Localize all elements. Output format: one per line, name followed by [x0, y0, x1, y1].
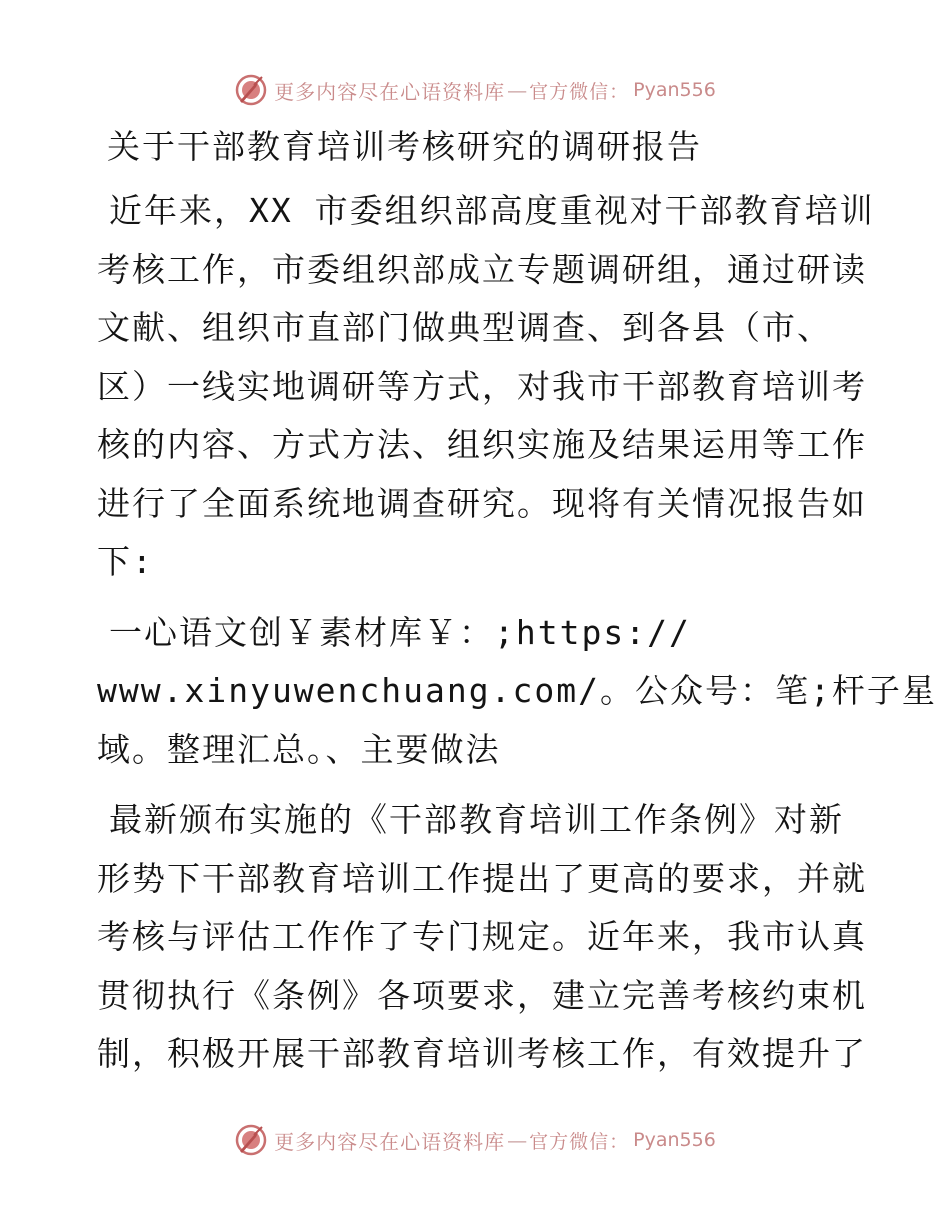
text-line: 考核工作，市委组织部成立专题调研组，通过研读	[97, 249, 867, 289]
text-line: 最新颁布实施的《干部教育培训工作条例》对新	[109, 800, 844, 839]
text-line: 一心语文创￥素材库￥：;https://	[109, 612, 691, 652]
watermark-dash: —	[507, 78, 528, 102]
paragraph-source-note	[97, 604, 937, 780]
document-title: 关于干部教育培训考核研究的调研报告	[107, 127, 702, 166]
paragraph-main-practice	[97, 791, 867, 1084]
text-line: 形势下干部教育培训工作提出了更高的要求，并就	[97, 858, 867, 898]
footer-watermark	[0, 1118, 950, 1162]
watermark-dash: —	[507, 1128, 528, 1152]
watermark-wechat-id: Pyan556	[633, 79, 716, 101]
pen-seal-logo-icon	[234, 73, 268, 107]
text-line: 考核与评估工作作了专门规定。近年来，我市认真	[97, 917, 867, 956]
watermark-wechat-id: Pyan556	[633, 1129, 716, 1151]
text-line: 下:	[97, 542, 154, 581]
text-line: www.xinyuwenchuang.com/。公众号：笔;杆子星	[97, 671, 937, 710]
watermark-contact-label: 官方微信：	[529, 80, 630, 103]
text-line: 区）一线实地调研等方式，对我市干部教育培训考	[97, 366, 867, 406]
watermark-text: 更多内容尽在心语资料库	[274, 79, 506, 104]
text-line: 文献、组织市直部门做典型调查、到各县（市、	[97, 308, 832, 347]
text-line: 制，积极开展干部教育培训考核工作，有效提升了	[97, 1034, 867, 1073]
text-line: 近年来，XX 市委组织部高度重视对干部教育培训	[109, 191, 875, 230]
pen-seal-logo-icon	[234, 1123, 268, 1157]
watermark-contact-label: 官方微信：	[529, 1130, 630, 1153]
text-line: 域。整理汇总。、主要做法	[97, 729, 501, 769]
watermark-text: 更多内容尽在心语资料库	[274, 1129, 506, 1154]
header-watermark	[0, 68, 950, 112]
text-line: 贯彻执行《条例》各项要求，建立完善考核约束机	[97, 975, 867, 1015]
text-line: 进行了全面系统地调查研究。现将有关情况报告如	[97, 483, 867, 523]
document-body	[97, 118, 937, 1096]
paragraph-intro	[97, 182, 875, 592]
text-line: 核的内容、方式方法、组织实施及结果运用等工作	[97, 425, 867, 464]
